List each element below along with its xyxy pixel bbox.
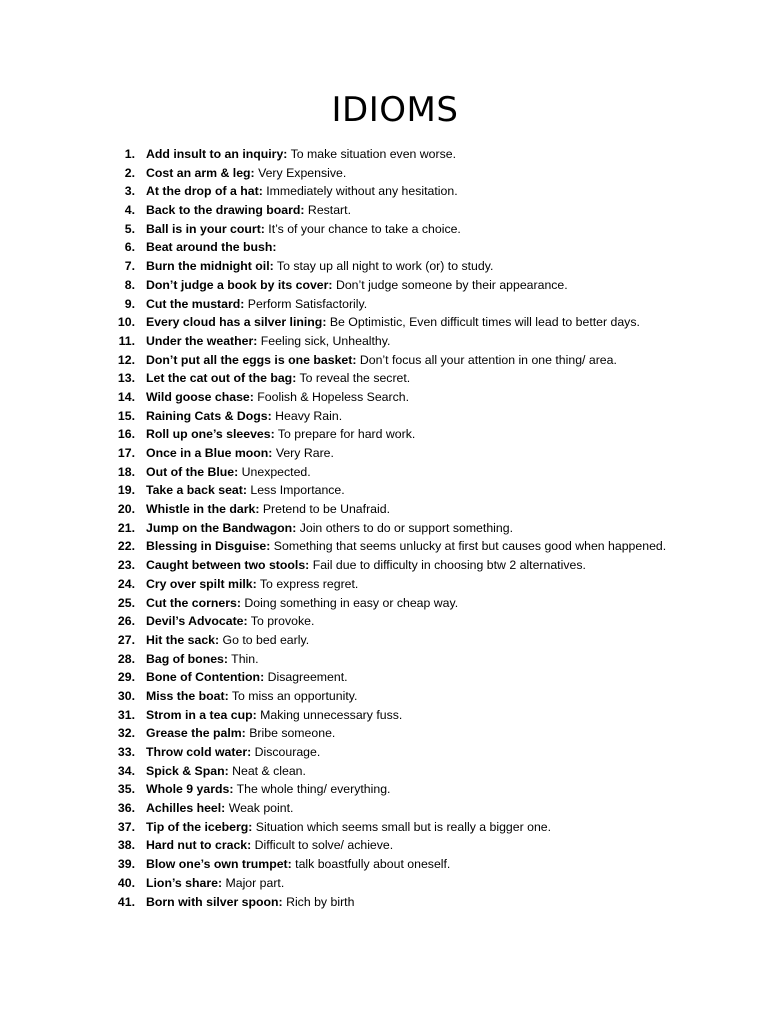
item-body [146,706,402,725]
item-number: 1. [124,147,135,161]
item-body [146,631,309,650]
item-number: 18. [117,464,135,479]
list-item [110,145,750,164]
idiom-meaning: Foolish & Hopeless Search. [253,389,410,404]
idiom-term: Cost an arm & leg: [146,165,255,180]
list-item [110,556,750,575]
idiom-term: Cut the mustard: [146,296,245,311]
idiom-meaning: The whole thing/ everything. [233,782,391,797]
item-body [146,556,586,575]
idiom-term: Add insult to an inquiry: [146,147,288,161]
item-number: 39. [117,857,135,872]
item-number: 9. [124,296,135,311]
list-item [110,874,750,893]
item-body [146,818,551,837]
list-item [110,855,750,874]
idiom-term: Roll up one’s sleeves: [146,427,275,442]
list-item [110,762,750,781]
idiom-term: Every cloud has a silver lining: [146,315,327,330]
item-number: 7. [124,259,135,274]
list-item [110,668,750,687]
list-item [110,182,750,201]
list-item [110,631,750,650]
idiom-term: Raining Cats & Dogs: [146,408,272,423]
item-number: 15. [117,408,135,423]
list-item [110,313,750,332]
idiom-term: Burn the midnight oil: [146,259,274,274]
idiom-meaning: Thin. [227,651,259,666]
item-body [146,762,306,781]
list-item [110,425,750,444]
item-number: 16. [117,427,135,442]
idiom-meaning: Making unnecessary fuss. [256,707,403,722]
item-body [146,444,334,463]
list-item [110,220,750,239]
item-number: 19. [117,483,135,498]
idiom-meaning: To make situation even worse. [287,147,457,161]
item-number: 5. [124,221,135,236]
list-item [110,238,750,257]
item-number: 36. [117,801,135,816]
item-number: 28. [117,651,135,666]
item-body [146,893,354,912]
item-number: 12. [117,352,135,367]
list-item [110,201,750,220]
idiom-meaning: talk boastfully about oneself. [291,857,451,872]
list-item [110,706,750,725]
idiom-meaning: Don’t focus all your attention in one thing/ area. [356,352,617,367]
item-number: 21. [117,520,135,535]
item-body [146,668,348,687]
idiom-term: Jump on the Bandwagon: [146,520,297,535]
page-title: IDIOMS [331,90,459,130]
idiom-term: Devil’s Advocate: [146,614,248,629]
idiom-meaning: It’s of your chance to take a choice. [264,221,461,236]
idiom-term: Once in a Blue moon: [146,446,273,460]
idiom-meaning: Go to bed early. [219,632,310,647]
idiom-meaning: Less Importance. [246,483,345,498]
idiom-meaning: Bribe someone. [245,726,336,741]
item-body [146,369,410,388]
item-number: 29. [117,670,135,685]
list-item [110,407,750,426]
idiom-term: Back to the drawing board: [146,203,305,218]
idiom-term: Lion’s share: [146,875,223,890]
item-body [146,295,367,314]
idiom-meaning: Don’t judge someone by their appearance. [332,277,568,292]
item-body [146,351,617,370]
idiom-term: Achilles heel: [146,801,226,816]
list-item [110,481,750,500]
list-item [110,388,750,407]
item-number: 41. [117,894,135,909]
idiom-meaning: To miss an opportunity. [228,688,358,703]
idiom-term: Let the cat out of the bag: [146,371,297,386]
item-body [146,220,461,239]
item-body [146,780,390,799]
idiom-term: Whole 9 yards: [146,782,234,797]
list-item [110,351,750,370]
idiom-meaning: Perform Satisfactorily. [244,296,368,311]
item-body [146,407,342,426]
item-number: 35. [117,782,135,797]
item-number: 40. [117,875,135,890]
idiom-meaning: Very Rare. [272,446,334,460]
idiom-term: Blow one’s own trumpet: [146,857,292,872]
item-body [146,201,351,220]
list-item [110,537,750,556]
item-number: 14. [117,389,135,404]
item-body [146,575,358,594]
item-number: 32. [117,726,135,741]
item-number: 6. [124,240,135,255]
item-body [146,145,456,164]
idiom-term: Wild goose chase: [146,389,254,404]
list-item [110,257,750,276]
list-item [110,463,750,482]
idiom-term: Hit the sack: [146,632,220,647]
item-body [146,425,415,444]
item-number: 23. [117,558,135,573]
item-body [146,594,458,613]
idiom-term: Beat around the bush: [146,240,277,255]
idiom-meaning: To reveal the secret. [296,371,411,386]
idiom-term: Under the weather: [146,333,258,348]
idiom-meaning: To provoke. [247,614,315,629]
idiom-meaning: Something that seems unlucky at first but causes good when happened. [270,539,667,554]
item-number: 27. [117,632,135,647]
item-body [146,463,311,482]
idiom-term: Throw cold water: [146,745,252,759]
item-number: 10. [117,315,135,330]
item-body [146,836,393,855]
idiom-term: Cry over spilt milk: [146,576,257,591]
idiom-meaning: Feeling sick, Unhealthy. [257,333,391,348]
idiom-meaning: Neat & clean. [228,763,306,778]
item-number: 8. [124,277,135,292]
idiom-meaning: Unexpected. [238,464,311,479]
idiom-term: Caught between two stools: [146,558,310,573]
list-item [110,276,750,295]
idiom-meaning: Discourage. [251,745,321,759]
idiom-term: Don’t put all the eggs is one basket: [146,352,357,367]
item-number: 26. [117,614,135,629]
item-number: 37. [117,819,135,834]
list-item [110,650,750,669]
idiom-meaning: Difficult to solve/ achieve. [251,838,394,853]
idiom-meaning: Very Expensive. [254,165,347,180]
idiom-meaning: Restart. [304,203,351,218]
item-body [146,724,335,743]
item-number: 11. [118,333,135,348]
idiom-term: Cut the corners: [146,595,241,610]
item-body [146,519,513,538]
item-body [146,799,293,818]
idiom-list [110,145,750,911]
idiom-term: Miss the boat: [146,688,229,703]
item-number: 34. [117,763,135,778]
list-item [110,575,750,594]
item-body [146,612,314,631]
item-number: 17. [117,446,135,460]
item-body [146,257,493,276]
list-item [110,818,750,837]
idiom-meaning: Heavy Rain. [271,408,343,423]
item-body [146,500,390,519]
item-number: 30. [117,688,135,703]
list-item [110,780,750,799]
item-body [146,313,640,332]
list-item [110,799,750,818]
item-number: 3. [124,184,135,199]
idiom-meaning: Be Optimistic, Even difficult times will lead to better days. [326,315,640,330]
list-item [110,724,750,743]
item-body [146,537,666,556]
idiom-term: Ball is in your court: [146,221,265,236]
list-item [110,893,750,912]
item-body [146,650,259,669]
idiom-term: Blessing in Disguise: [146,539,271,554]
item-number: 22. [117,539,135,554]
idiom-term: Hard nut to crack: [146,838,252,853]
idiom-term: Bone of Contention: [146,670,265,685]
idiom-term: Don’t judge a book by its cover: [146,277,333,292]
list-item [110,743,750,762]
item-body [146,481,345,500]
idiom-meaning: Immediately without any hesitation. [262,184,458,199]
item-number: 13. [117,371,135,386]
idiom-term: Bag of bones: [146,651,228,666]
list-item [110,369,750,388]
item-number: 4. [124,203,135,218]
list-item [110,687,750,706]
idiom-meaning: Fail due to difficulty in choosing btw 2 alternatives. [309,558,586,573]
item-body [146,182,458,201]
list-item [110,444,750,463]
idiom-meaning: Major part. [222,875,285,890]
item-body [146,743,320,762]
idiom-meaning: Rich by birth [282,894,355,909]
list-item [110,519,750,538]
item-body [146,164,346,183]
list-item [110,332,750,351]
list-item [110,594,750,613]
idiom-meaning: Join others to do or support something. [296,520,513,535]
idiom-term: Spick & Span: [146,763,229,778]
item-body [146,388,409,407]
item-number: 24. [117,576,135,591]
idiom-meaning: To express regret. [256,576,359,591]
idiom-term: Born with silver spoon: [146,894,283,909]
item-number: 31. [117,707,135,722]
item-number: 25. [117,595,135,610]
idiom-meaning: To stay up all night to work (or) to study. [273,259,494,274]
item-number: 33. [117,745,135,759]
item-body [146,238,277,257]
idiom-term: Grease the palm: [146,726,246,741]
list-item [110,164,750,183]
idiom-meaning: Doing something in easy or cheap way. [240,595,459,610]
idiom-meaning: Disagreement. [264,670,348,685]
item-body [146,687,357,706]
idiom-term: Strom in a tea cup: [146,707,257,722]
idiom-term: Whistle in the dark: [146,502,260,517]
idiom-meaning: Weak point. [225,801,294,816]
item-body [146,332,390,351]
list-item [110,295,750,314]
list-item [110,500,750,519]
idiom-meaning: Pretend to be Unafraid. [259,502,390,517]
idiom-meaning: Situation which seems small but is really a bigger one. [252,819,552,834]
item-body [146,855,450,874]
list-item [110,836,750,855]
idiom-term: Out of the Blue: [146,464,239,479]
idiom-term: Tip of the iceberg: [146,819,253,834]
item-body [146,874,284,893]
item-number: 20. [117,502,135,517]
item-number: 2. [124,165,135,180]
item-number: 38. [117,838,135,853]
idiom-meaning: To prepare for hard work. [274,427,416,442]
list-item [110,612,750,631]
idiom-term: At the drop of a hat: [146,184,263,199]
item-body [146,276,568,295]
idiom-term: Take a back seat: [146,483,247,498]
